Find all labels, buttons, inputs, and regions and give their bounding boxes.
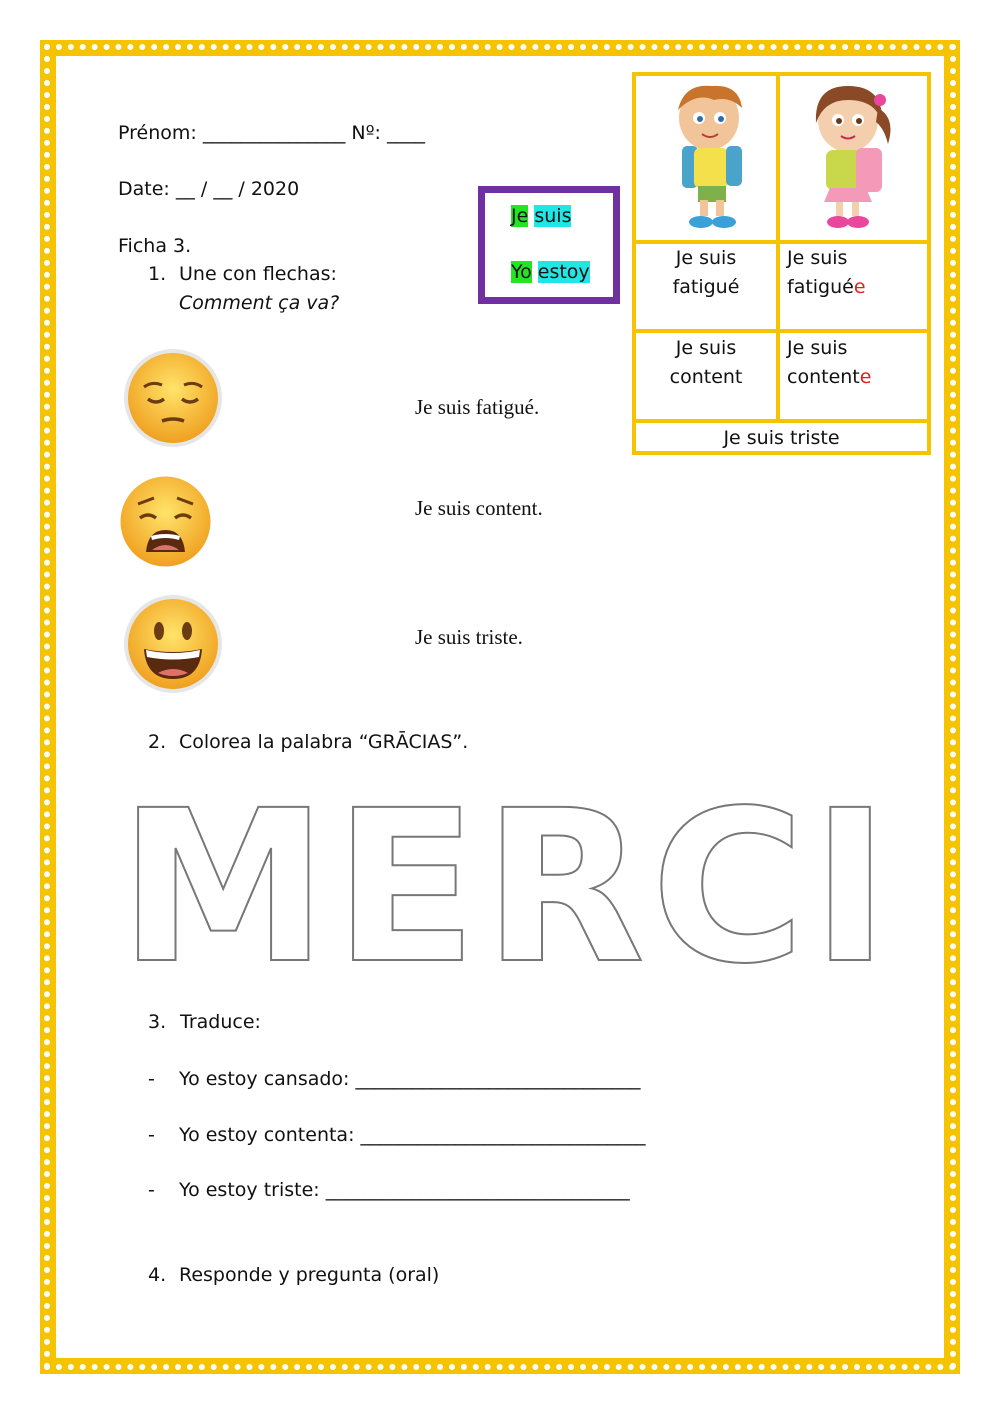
ex1-question: Comment ça va? (179, 292, 340, 314)
ex2-number: 2. (148, 731, 167, 753)
girl-illustration (796, 78, 911, 233)
boy-happy-line1: Je suis (675, 337, 737, 359)
bullet: - (148, 1179, 155, 1201)
girl-tired-word: fatigué (787, 276, 854, 298)
phrase-happy: Je suis content. (415, 496, 543, 520)
sheet-title: Ficha 3. (118, 235, 192, 257)
ex2-instruction: Colorea la palabra “GRĀCIAS”. (179, 731, 469, 753)
boy-happy-line2: content (669, 366, 743, 388)
weary-face-icon (118, 474, 213, 569)
ex4-instruction: Responde y pregunta (oral) (179, 1264, 440, 1286)
girl-tired-cell (787, 244, 927, 302)
feminine-suffix: e (859, 366, 872, 388)
girl-happy-cell (787, 334, 927, 392)
verb-fr-verb: suis (534, 205, 572, 227)
ex3-instruction: Traduce: (180, 1011, 261, 1033)
verb-es (511, 261, 590, 283)
girl-tired-line1: Je suis (787, 247, 848, 269)
merci-coloring-word[interactable] (118, 765, 896, 1010)
grinning-face-icon (122, 593, 224, 695)
girl-happy-line2 (787, 363, 927, 392)
ex3-number: 3. (148, 1011, 167, 1033)
verb-fr-pronoun: Je (511, 205, 529, 227)
boy-tired-line1: Je suis (675, 247, 737, 269)
girl-tired-line2 (787, 273, 927, 302)
verb-box (478, 186, 620, 304)
name-line: Prénom: _______________ Nº: ____ (118, 122, 425, 144)
boy-illustration (654, 78, 764, 233)
ex4-number: 4. (148, 1264, 167, 1286)
verb-fr (511, 205, 571, 227)
girl-happy-line1: Je suis (787, 337, 848, 359)
merci-word: MERCI (118, 765, 896, 1010)
vocab-table (632, 72, 931, 455)
feminine-suffix: e (853, 276, 866, 298)
sad-cell: Je suis triste (723, 427, 840, 449)
translate-item-sad[interactable]: Yo estoy triste: ________________________________ (179, 1179, 630, 1201)
ex1-instruction: Une con flechas: (179, 263, 337, 285)
verb-es-verb: estoy (537, 261, 590, 283)
verb-es-pronoun: Yo (511, 261, 532, 283)
ex1-number: 1. (148, 263, 167, 285)
translate-item-happy[interactable]: Yo estoy contenta: ______________________________ (179, 1124, 646, 1146)
translate-item-tired[interactable]: Yo estoy cansado: ______________________________ (179, 1068, 641, 1090)
boy-tired-cell (636, 244, 776, 302)
boy-tired-line2: fatigué (672, 276, 740, 298)
boy-happy-cell (636, 334, 776, 392)
phrase-sad: Je suis triste. (415, 625, 523, 649)
pensive-face-icon (122, 347, 224, 449)
date-line: Date: __ / __ / 2020 (118, 178, 300, 200)
phrase-tired: Je suis fatigué. (415, 395, 540, 419)
bullet: - (148, 1124, 155, 1146)
girl-happy-word: content (787, 366, 860, 388)
bullet: - (148, 1068, 155, 1090)
